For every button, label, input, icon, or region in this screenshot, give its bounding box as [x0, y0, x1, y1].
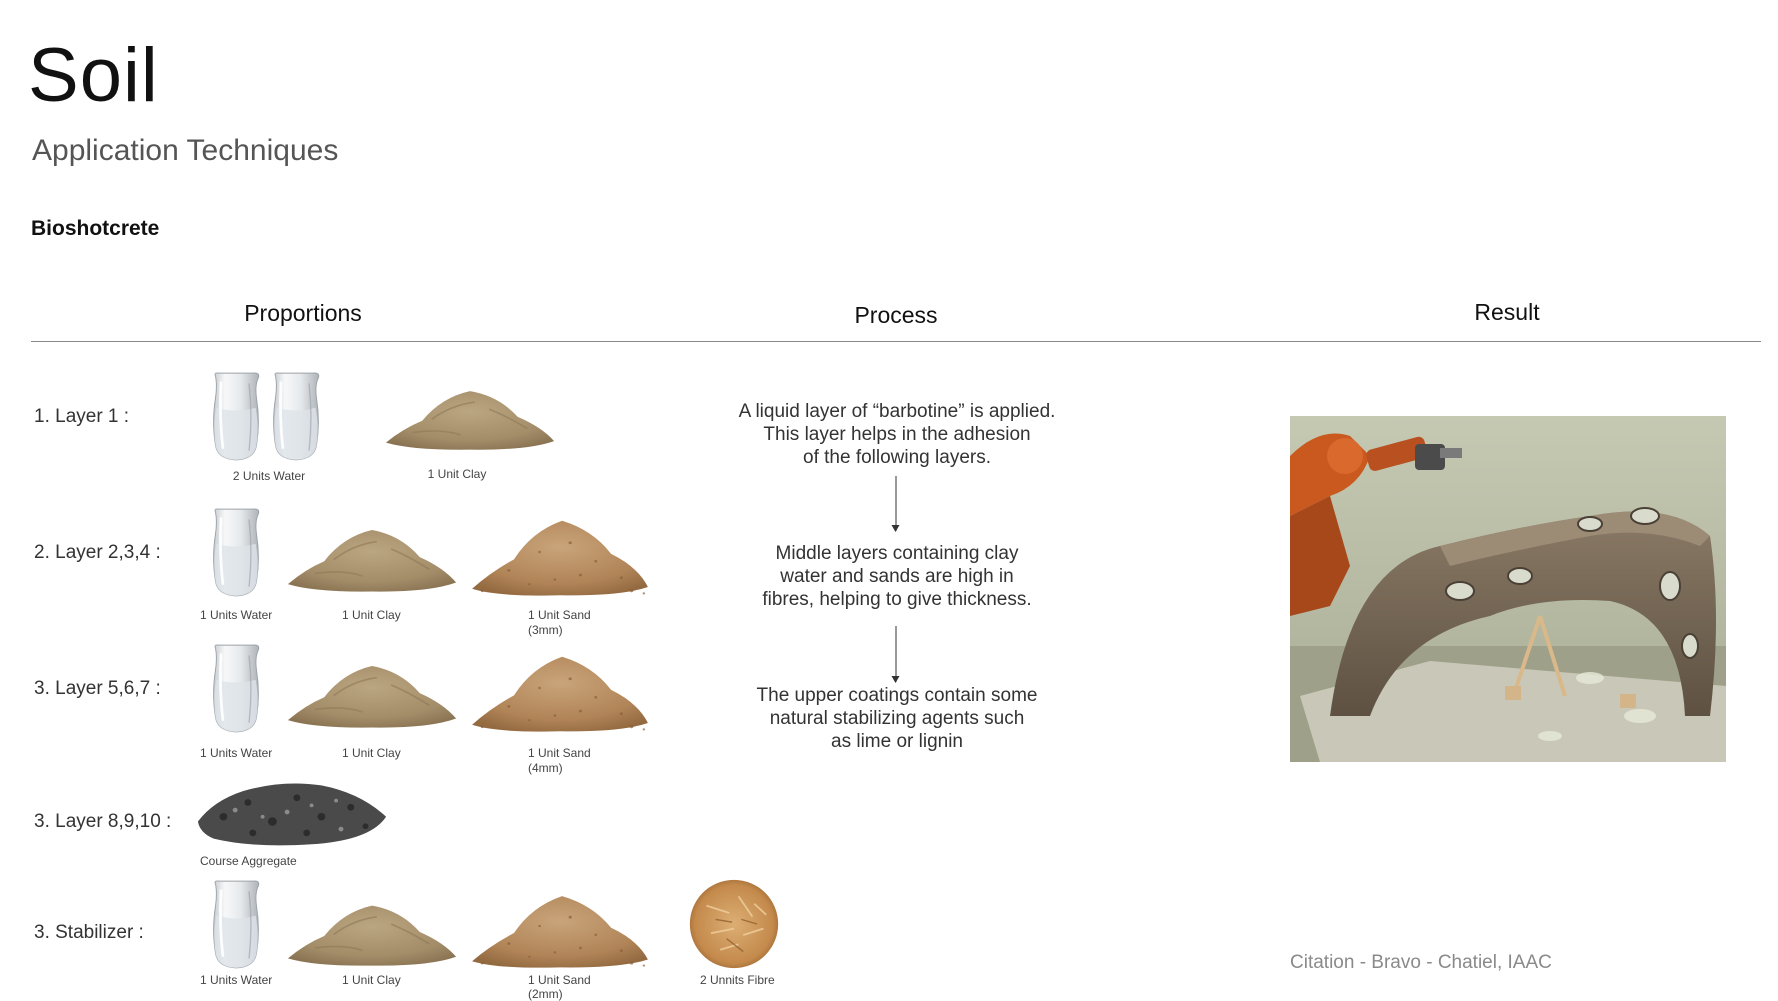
section-heading: Bioshotcrete [31, 217, 160, 240]
ingredient-caption: 1 Unit Sand [528, 608, 591, 622]
clay-pile-icon [384, 374, 556, 452]
ingredient-caption: 1 Units Water [200, 608, 273, 622]
water-jug-icon [268, 368, 324, 466]
column-header-process: Process [854, 302, 938, 328]
ingredient-caption-size: (3mm) [528, 623, 563, 637]
arrow-down-icon [896, 476, 897, 531]
column-header-result: Result [1474, 299, 1540, 325]
water-jug-icon [208, 368, 264, 466]
robotic-arm-spraying-shell-photo [1290, 416, 1726, 762]
layer-label: 1. Layer 1 : [34, 406, 130, 427]
ingredient-caption: Course Aggregate [200, 854, 297, 868]
page-subtitle: Application Techniques [32, 134, 339, 167]
water-jug-icon [208, 640, 264, 738]
ingredient-caption: 2 Units Water [232, 469, 306, 483]
ingredient-caption: 1 Unit Sand [528, 746, 591, 760]
water-jug-icon [208, 876, 264, 974]
ingredient-caption: 1 Units Water [200, 746, 273, 760]
gravel-pile-icon [194, 774, 390, 850]
water-jug-icon [208, 504, 264, 602]
layer-label: 3. Layer 8,9,10 : [34, 811, 172, 832]
ingredient-caption: 1 Units Water [200, 973, 273, 987]
column-header-proportions: Proportions [244, 300, 362, 326]
clay-pile-icon [286, 512, 458, 594]
ingredient-caption: 1 Unit Clay [427, 467, 487, 481]
ingredient-caption: 1 Unit Clay [342, 608, 401, 622]
fibre-disc-icon [688, 878, 780, 970]
ingredient-caption-size: (2mm) [528, 987, 563, 1001]
sand-pile-icon [468, 882, 652, 970]
ingredient-caption: 1 Unit Sand [528, 973, 591, 987]
layer-label: 3. Layer 5,6,7 : [34, 678, 161, 699]
layer-label: 2. Layer 2,3,4 : [34, 542, 161, 563]
ingredient-caption: 1 Unit Clay [342, 746, 401, 760]
clay-pile-icon [286, 888, 458, 968]
arrow-down-icon [896, 626, 897, 682]
ingredient-caption: 1 Unit Clay [342, 973, 401, 987]
clay-pile-icon [286, 648, 458, 730]
ingredient-caption-size: (4mm) [528, 761, 563, 775]
layer-label: 3. Stabilizer : [34, 922, 144, 943]
process-step-2: Middle layers containing clay water and sands are high in fibres, helping to give thickness. [762, 543, 1032, 610]
citation: Citation - Bravo - Chatiel, IAAC [1290, 952, 1552, 973]
sand-pile-icon [468, 642, 652, 734]
process-step-3: The upper coatings contain some natural stabilizing agents such as lime or lignin [756, 685, 1038, 752]
process-step-1: A liquid layer of “barbotine” is applied. This layer helps in the adhesion of the following layers. [738, 401, 1056, 468]
sand-pile-icon [468, 506, 652, 598]
ingredient-caption: 2 Unnits Fibre [700, 973, 775, 987]
page-title: Soil [28, 33, 159, 118]
header-divider [31, 341, 1761, 342]
